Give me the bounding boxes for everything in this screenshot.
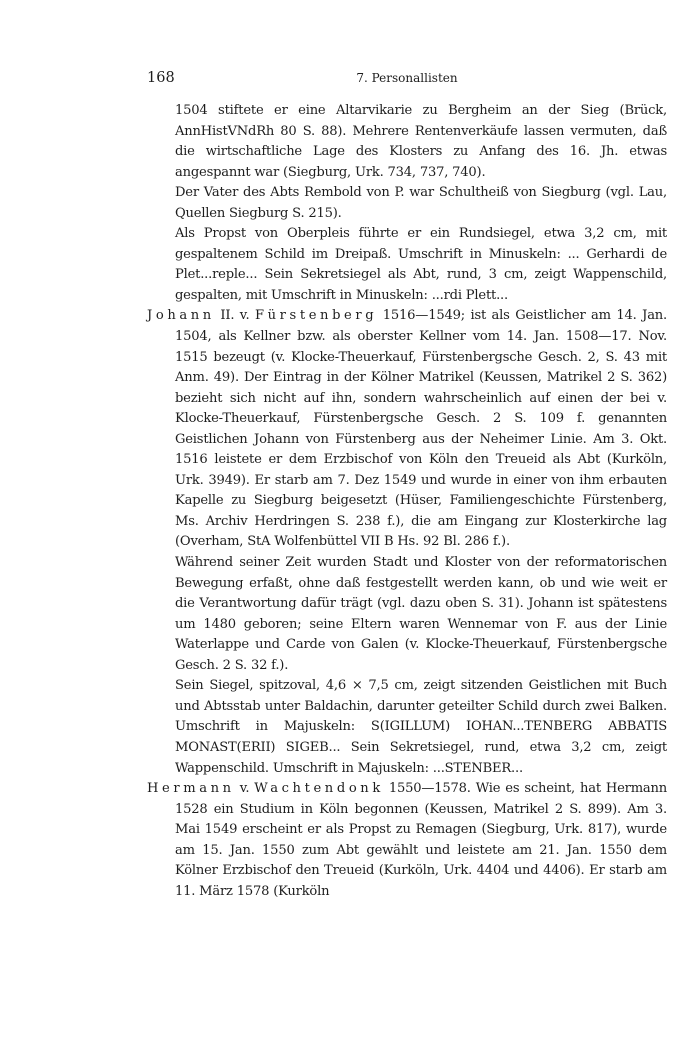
paragraph: Der Vater des Abts Rembold von P. war Schultheiß von Siegburg (vgl. Lau, Quellen Siegburg S. 215).	[175, 185, 667, 221]
entry-surname: Fürstenberg	[254, 308, 378, 324]
page-number: 168	[147, 70, 175, 86]
entry-name: Hermann	[147, 781, 235, 797]
paragraph: Sein Siegel, spitzoval, 4,6 × 7,5 cm, zeigt sitzenden Geistlichen mit Buch und Abtsstab unter Baldachin, darunter geteilter Schild durch zwei Balken. Umschrift in Majuskeln: S(IGILLUM) IOHAN...TENBERG ABBATIS MONAST(ERII) SIGEB... Sein Sekretsiegel, rund, etwa 3,2 cm, zeigt Wappenschild. Umschrift in Majuskeln: ...STENBER...	[175, 678, 667, 776]
paragraph: 1504 stiftete er eine Altarvikarie zu Bergheim an der Sieg (Brück, AnnHistVNdRh 80 S. 88). Mehrere Rentenverkäufe lassen vermuten, daß die wirtschaftliche Lage des Klosters zu Anfang des 16. Jh. etwas angespannt war (Siegburg, Urk. 734, 737, 740).	[175, 103, 667, 180]
entry-text: 1516—1549; ist als Geistlicher am 14. Jan. 1504, als Kellner bzw. als oberster Kellner vom 14. Jan. 1508—17. Nov. 1515 bezeugt (v. Klocke-Theuerkauf, Fürstenbergsche Gesch. 2, S. 43 mit Anm. 49). Der Eintrag in der Kölner Matrikel (Keussen, Matrikel 2 S. 362) bezieht sich nicht auf ihn, sondern wahrscheinlich auf einen der bei v. Klocke-Theuerkauf, Fürstenbergsche Gesch. 2 S. 109 f. genannten Geistlichen Johann von Fürstenberg aus der Neheimer Linie. Am 3. Okt. 1516 leistete er dem Erzbischof von Köln den Treueid als Abt (Kurköln, Urk. 3949). Er starb am 7. Dez 1549 und wurde in einer von ihm erbauten Kapelle zu Siegburg beigesetzt (Hüser, Familiengeschichte Fürstenberg, Ms. Archiv Herdringen S. 238 f.), die am Eingang zur Klosterkirche lag (Overham, StA Wolfenbüttel VII B Hs. 92 Bl. 286 f.).	[175, 308, 667, 550]
entry-surname: Wachtendonk	[254, 781, 384, 797]
abbot-entry-johann	[147, 306, 667, 553]
body-text	[147, 101, 667, 902]
paragraph: Während seiner Zeit wurden Stadt und Kloster von der reformatorischen Bewegung erfaßt, ohne daß festgestellt werden kann, ob und wie weit er die Verantwortung dafür trägt (vgl. dazu oben S. 31). Johann ist spätestens um 1480 geboren; seine Eltern waren Wennemar von F. aus der Linie Waterlappe und Carde von Galen (v. Klocke-Theuerkauf, Fürstenbergsche Gesch. 2 S. 32 f.).	[175, 555, 667, 673]
entry-name-suffix: v.	[234, 781, 255, 797]
entry-name: Johann	[147, 308, 215, 324]
paragraph: Als Propst von Oberpleis führte er ein Rundsiegel, etwa 3,2 cm, mit gespaltenem Schild im Dreipaß. Umschrift in Minuskeln: ... Gerhardi de Plet...reple... Sein Sekretsiegel als Abt, rund, 3 cm, zeigt Wappenschild, gespalten, mit Umschrift in Minuskeln: ...rdi Plett...	[175, 226, 667, 303]
entry-name-suffix: II. v.	[214, 308, 255, 324]
running-title: 7. Personallisten	[356, 71, 458, 85]
abbot-entry-hermann	[147, 779, 667, 902]
entry-text: 1550—1578. Wie es scheint, hat Hermann 1528 ein Studium in Köln begonnen (Keussen, Matrikel 2 S. 899). Am 3. Mai 1549 erscheint er als Propst zu Remagen (Siegburg, Urk. 817), wurde am 15. Jan. 1550 zum Abt gewählt und leistete am 21. Jan. 1550 dem Kölner Erzbischof den Treueid (Kurköln, Urk. 4404 und 4406). Er starb am 11. März 1578 (Kurköln	[175, 781, 667, 899]
page-header	[147, 70, 667, 90]
